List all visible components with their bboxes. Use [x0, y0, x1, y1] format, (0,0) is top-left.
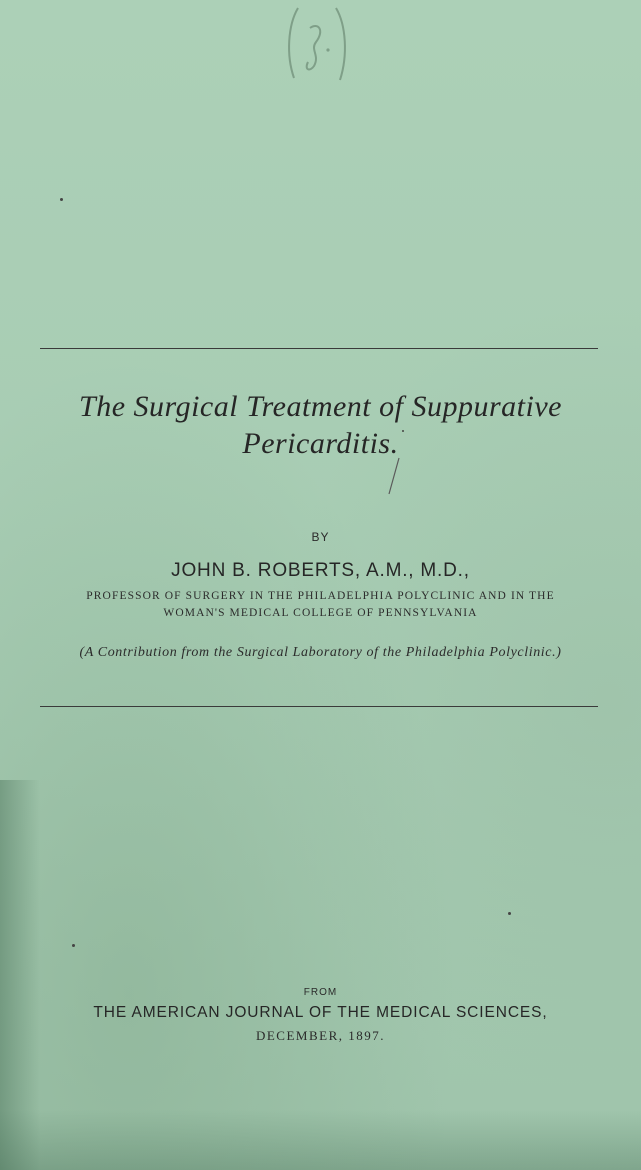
paper-speck	[60, 198, 63, 201]
affiliation-line-1: PROFESSOR OF SURGERY IN THE PHILADELPHIA POLYCLINIC AND IN THE	[86, 590, 555, 602]
page-bottom-shadow	[0, 1110, 641, 1170]
paper-speck	[72, 944, 75, 947]
affiliation-line-2: WOMAN'S MEDICAL COLLEGE OF PENNSYLVANIA	[163, 607, 478, 619]
publication-date: DECEMBER, 1897.	[255, 1028, 386, 1043]
paper-speck	[508, 912, 511, 915]
from-label: FROM	[303, 987, 338, 998]
pencil-mark	[385, 456, 401, 496]
byline: BY	[311, 530, 330, 544]
author-name: JOHN B. ROBERTS, A.M., M.D.,	[171, 560, 470, 581]
bottom-rule	[40, 706, 598, 707]
handwritten-shelfmark	[270, 0, 360, 100]
top-rule	[40, 348, 598, 349]
contribution-note: (A Contribution from the Surgical Laboratory of the Philadelphia Polyclinic.)	[79, 645, 562, 660]
journal-name: THE AMERICAN JOURNAL OF THE MEDICAL SCIENCES,	[93, 1004, 548, 1021]
paper-speck	[402, 430, 404, 432]
title-line-2: Pericarditis.	[242, 427, 399, 460]
title-line-1: The Surgical Treatment of Suppurative	[79, 390, 562, 423]
